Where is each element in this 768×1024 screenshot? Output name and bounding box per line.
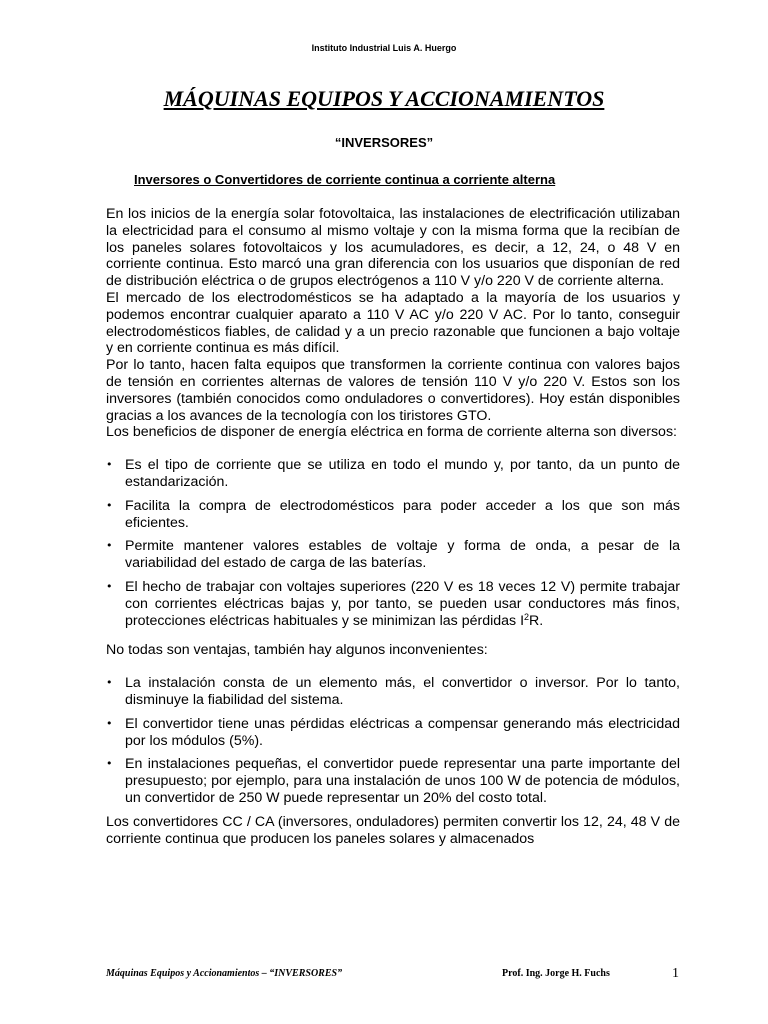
- benefit-text-tail: R.: [529, 612, 544, 629]
- drawbacks-list: [106, 675, 680, 807]
- superscript: 2: [524, 611, 530, 622]
- drawbacks-intro: No todas son ventajas, también hay algunos inconvenientes:: [106, 642, 488, 659]
- footer-author: Prof. Ing. Jorge H. Fuchs: [502, 968, 610, 979]
- benefit-item: • Permite mantener valores estables de voltaje y forma de onda, a pesar de la variabilidad del estado de carga de las baterías.: [106, 538, 680, 572]
- benefit-item: [106, 579, 680, 629]
- document-body: [106, 206, 680, 847]
- drawback-item: • La instalación consta de un elemento más, el convertidor o inversor. Por lo tanto, disminuye la fiabilidad del sistema.: [106, 675, 680, 709]
- paragraph-inverters: Por lo tanto, hacen falta equipos que transformen la corriente continua con valores bajos de tensión en corrientes alternas de valores de tensión 110 V y/o 220 V. Estos son los inversores (también conocidos como onduladores o convertidores). Hoy están disponibles gracias a los avances de la tecnología con los tiristores GTO.: [106, 357, 680, 424]
- paragraph-market: El mercado de los electrodomésticos se ha adaptado a la mayoría de los usuarios y podemos encontrar cualquier aparato a 110 V AC y/o 220 V AC. Por lo tanto, conseguir electrodomésticos fiables, de calidad y a un precio razonable que funcionen a bajo voltaje y en corriente continua es más difícil.: [106, 289, 680, 357]
- benefit-item: • Facilita la compra de electrodomésticos para poder acceder a los que son más eficientes.: [106, 498, 680, 532]
- institution-header: Instituto Industrial Luis A. Huergo: [311, 43, 457, 53]
- drawback-item: • El convertidor tiene unas pérdidas eléctricas a compensar generando más electricidad por los módulos (5%).: [106, 716, 680, 750]
- benefits-list: [106, 457, 680, 629]
- section-heading: Inversores o Convertidores de corriente continua a corriente alterna: [134, 172, 556, 187]
- benefit-item: • Es el tipo de corriente que se utiliza en todo el mundo y, por tanto, da un punto de estandarización.: [106, 457, 680, 491]
- paragraph-benefits-intro: Los beneficios de disponer de energía eléctrica en forma de corriente alterna son diversos:: [106, 424, 677, 441]
- document-subtitle: “INVERSORES”: [334, 135, 434, 150]
- benefit-text: El hecho de trabajar con voltajes superiores (220 V es 18 veces 12 V) permite trabajar con corrientes eléctricas bajas y, por tanto, se pueden usar conductores más finos, protecciones eléctricas habituales y se minimizan las pérdidas I: [125, 578, 680, 629]
- document-title: MÁQUINAS EQUIPOS Y ACCIONAMIENTOS: [163, 86, 605, 111]
- paragraph-intro: En los inicios de la energía solar fotovoltaica, las instalaciones de electrificación utilizaban la electricidad para el consumo al mismo voltaje y con la misma forma que la recibían de los paneles solares fotovoltaicos y los acumuladores, es decir, a 12, 24, o 48 V en corriente continua. Esto marcó una gran diferencia con los usuarios que disponían de red de distribución eléctrica o de grupos electrógenos a 110 V y/o 220 V de corriente alterna.: [106, 206, 680, 290]
- page-number: 1: [672, 966, 679, 981]
- footer-title: Máquinas Equipos y Accionamientos – “INVERSORES”: [106, 968, 343, 979]
- paragraph-closing: Los convertidores CC / CA (inversores, onduladores) permiten convertir los 12, 24, 48 V de corriente continua que producen los paneles solares y almacenados: [106, 813, 680, 847]
- drawback-item: • En instalaciones pequeñas, el convertidor puede representar una parte importante del presupuesto; por ejemplo, para una instalación de unos 100 W de potencia de módulos, un convertidor de 250 W puede representar un 20% del costo total.: [106, 756, 680, 806]
